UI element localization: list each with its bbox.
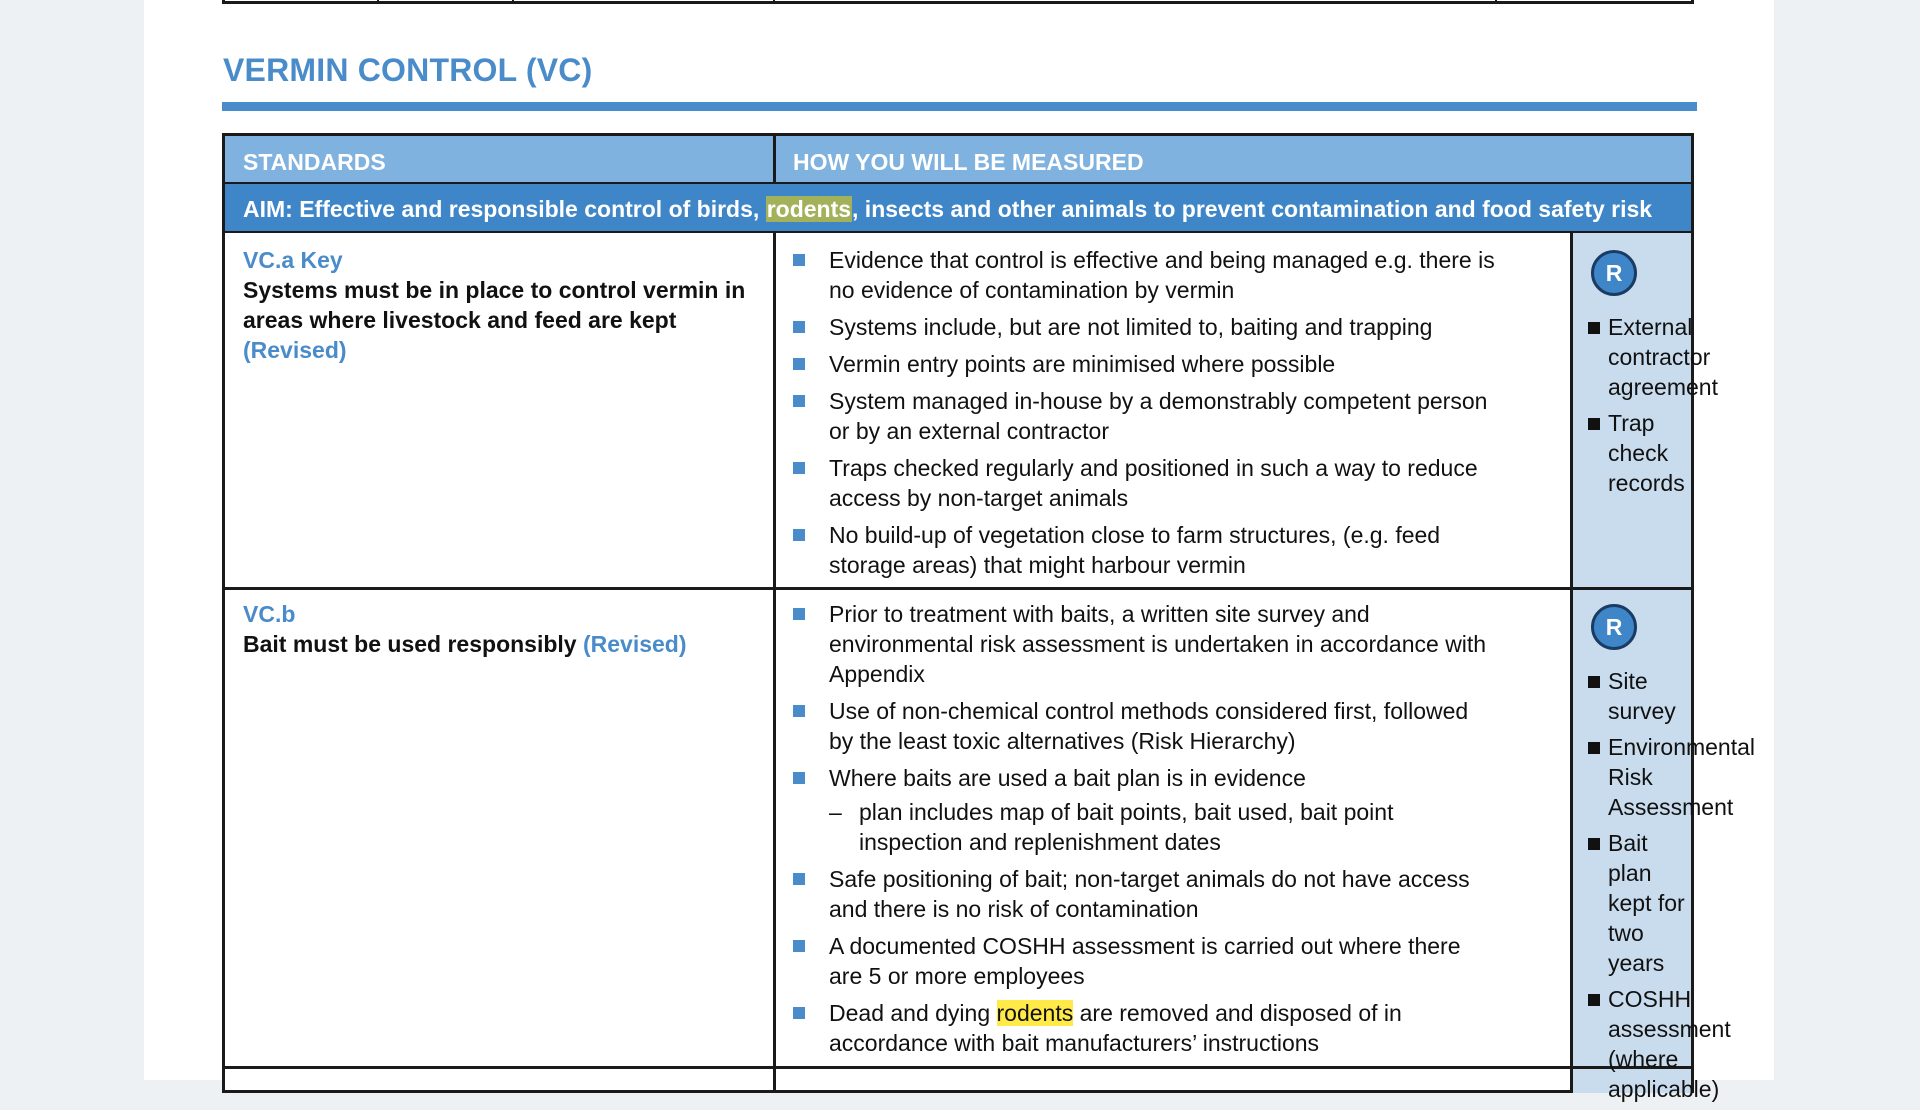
- measure-text: plan includes map of bait points, bait used, bait point inspection and replenishment dates: [859, 799, 1394, 855]
- square-bullet-icon: [793, 254, 805, 266]
- list-item: [793, 931, 1498, 991]
- list-item: [793, 763, 1498, 793]
- list-item: [1588, 408, 1696, 498]
- evidence-list: [1588, 312, 1718, 498]
- list-item: [793, 349, 1498, 379]
- aim-text-prefix: AIM: Effective and responsible control of birds,: [243, 196, 766, 222]
- square-bullet-icon: [1588, 838, 1600, 850]
- measure-text-before: Dead and dying: [829, 1000, 997, 1026]
- square-bullet-icon: [793, 608, 805, 620]
- measure-text: Where baits are used a bait plan is in evidence: [829, 765, 1306, 791]
- evidence-text: Environmental Risk Assessment: [1608, 734, 1756, 820]
- list-item: [1588, 828, 1696, 978]
- square-bullet-icon: [793, 395, 805, 407]
- title-rule: [222, 102, 1697, 111]
- previous-table-bottom: [222, 0, 1694, 4]
- previous-table-divider: [512, 0, 514, 1]
- square-bullet-icon: [1588, 322, 1600, 334]
- list-item: [793, 386, 1498, 446]
- list-item: [793, 797, 1498, 857]
- measure-text: Systems include, but are not limited to, baiting and trapping: [829, 314, 1433, 340]
- list-item: [793, 312, 1498, 342]
- list-item: [1588, 312, 1718, 402]
- square-bullet-icon: [793, 772, 805, 784]
- header-standards: STANDARDS: [243, 149, 386, 175]
- list-item: [793, 998, 1498, 1058]
- dash-bullet-icon: –: [829, 799, 842, 825]
- revised-label: (Revised): [582, 631, 687, 657]
- measures-list-vcb: [793, 599, 1498, 1065]
- list-item: [1588, 732, 1756, 822]
- measure-text: Use of non-chemical control methods considered first, followed by the least toxic alternatives (Risk Hierarchy): [829, 698, 1469, 754]
- square-bullet-icon: [1588, 676, 1600, 688]
- list-item: [1588, 984, 1731, 1104]
- search-highlight: rodents: [996, 1000, 1074, 1026]
- square-bullet-icon: [1588, 418, 1600, 430]
- measure-text-after: are removed and disposed of in accordance with bait manufacturers’ instructions: [829, 1000, 1402, 1056]
- square-bullet-icon: [793, 321, 805, 333]
- square-bullet-icon: [793, 940, 805, 952]
- list-item: [793, 696, 1498, 756]
- list-item: [793, 864, 1498, 924]
- list-item: [793, 520, 1498, 580]
- measure-text: Safe positioning of bait; non-target animals do not have access and there is no risk of contamination: [829, 866, 1470, 922]
- list-item: [793, 453, 1498, 513]
- square-bullet-icon: [1588, 742, 1600, 754]
- measure-text: No build-up of vegetation close to farm structures, (e.g. feed storage areas) that might harbour vermin: [829, 522, 1441, 578]
- document-page: [144, 0, 1774, 1102]
- evidence-text: External contractor agreement: [1608, 314, 1718, 400]
- measure-text: System managed in-house by a demonstrably competent person or by an external contractor: [829, 388, 1488, 444]
- square-bullet-icon: [793, 873, 805, 885]
- square-bullet-icon: [793, 705, 805, 717]
- standard-code: VC.b: [243, 601, 296, 627]
- measure-text: Traps checked regularly and positioned in such a way to reduce access by non-target animals: [829, 455, 1478, 511]
- evidence-text: Site survey: [1608, 668, 1676, 724]
- header-divider: [773, 136, 776, 184]
- square-bullet-icon: [1588, 994, 1600, 1006]
- standard-cell-vca: [243, 245, 763, 365]
- square-bullet-icon: [793, 462, 805, 474]
- evidence-cell-vcb: [1588, 604, 1756, 1110]
- standards-table: [222, 133, 1756, 1102]
- section-title: VERMIN CONTROL (VC): [223, 52, 593, 88]
- measure-text: A documented COSHH assessment is carried out where there are 5 or more employees: [829, 933, 1461, 989]
- aim-row: [225, 184, 1691, 233]
- evidence-text: Bait plan kept for two years: [1608, 830, 1685, 976]
- standard-code: VC.a Key: [243, 247, 343, 273]
- previous-table-divider: [1495, 0, 1497, 1]
- recording-badge-icon: R: [1591, 250, 1637, 296]
- table-header-row: [225, 136, 1691, 184]
- measure-text: Evidence that control is effective and being managed e.g. there is no evidence of contamination by vermin: [829, 247, 1495, 303]
- evidence-text: COSHH assessment (where applicable): [1608, 986, 1731, 1102]
- aim-text-suffix: , insects and other animals to prevent contamination and food safety risk: [852, 196, 1653, 222]
- row-divider: [225, 1066, 1691, 1069]
- previous-table-divider: [377, 0, 379, 1]
- square-bullet-icon: [793, 1007, 805, 1019]
- list-item: [793, 245, 1498, 305]
- header-measured: HOW YOU WILL BE MEASURED: [793, 149, 1144, 175]
- square-bullet-icon: [793, 529, 805, 541]
- row-divider: [225, 587, 1691, 590]
- standard-cell-vcb: [243, 599, 763, 659]
- measure-text: Vermin entry points are minimised where possible: [829, 351, 1336, 377]
- list-item: [1588, 666, 1696, 726]
- revised-label: (Revised): [243, 337, 347, 363]
- list-item: [793, 599, 1498, 689]
- measure-text: Prior to treatment with baits, a written site survey and environmental risk assessment is undertaken in accordance with Appendix: [829, 601, 1487, 687]
- evidence-cell-vca: [1588, 250, 1718, 504]
- aim-search-highlight: rodents: [766, 196, 852, 222]
- evidence-text: Trap check records: [1608, 410, 1685, 496]
- standard-text: Bait must be used responsibly: [243, 631, 577, 657]
- square-bullet-icon: [793, 358, 805, 370]
- measures-list-vca: [793, 245, 1498, 587]
- column-divider: [1570, 233, 1573, 1093]
- recording-badge-icon: R: [1591, 604, 1637, 650]
- evidence-list: [1588, 666, 1756, 1104]
- standard-text: Systems must be in place to control vermin in areas where livestock and feed are kept: [243, 277, 746, 333]
- column-divider: [773, 233, 776, 1093]
- previous-table-divider: [773, 0, 775, 1]
